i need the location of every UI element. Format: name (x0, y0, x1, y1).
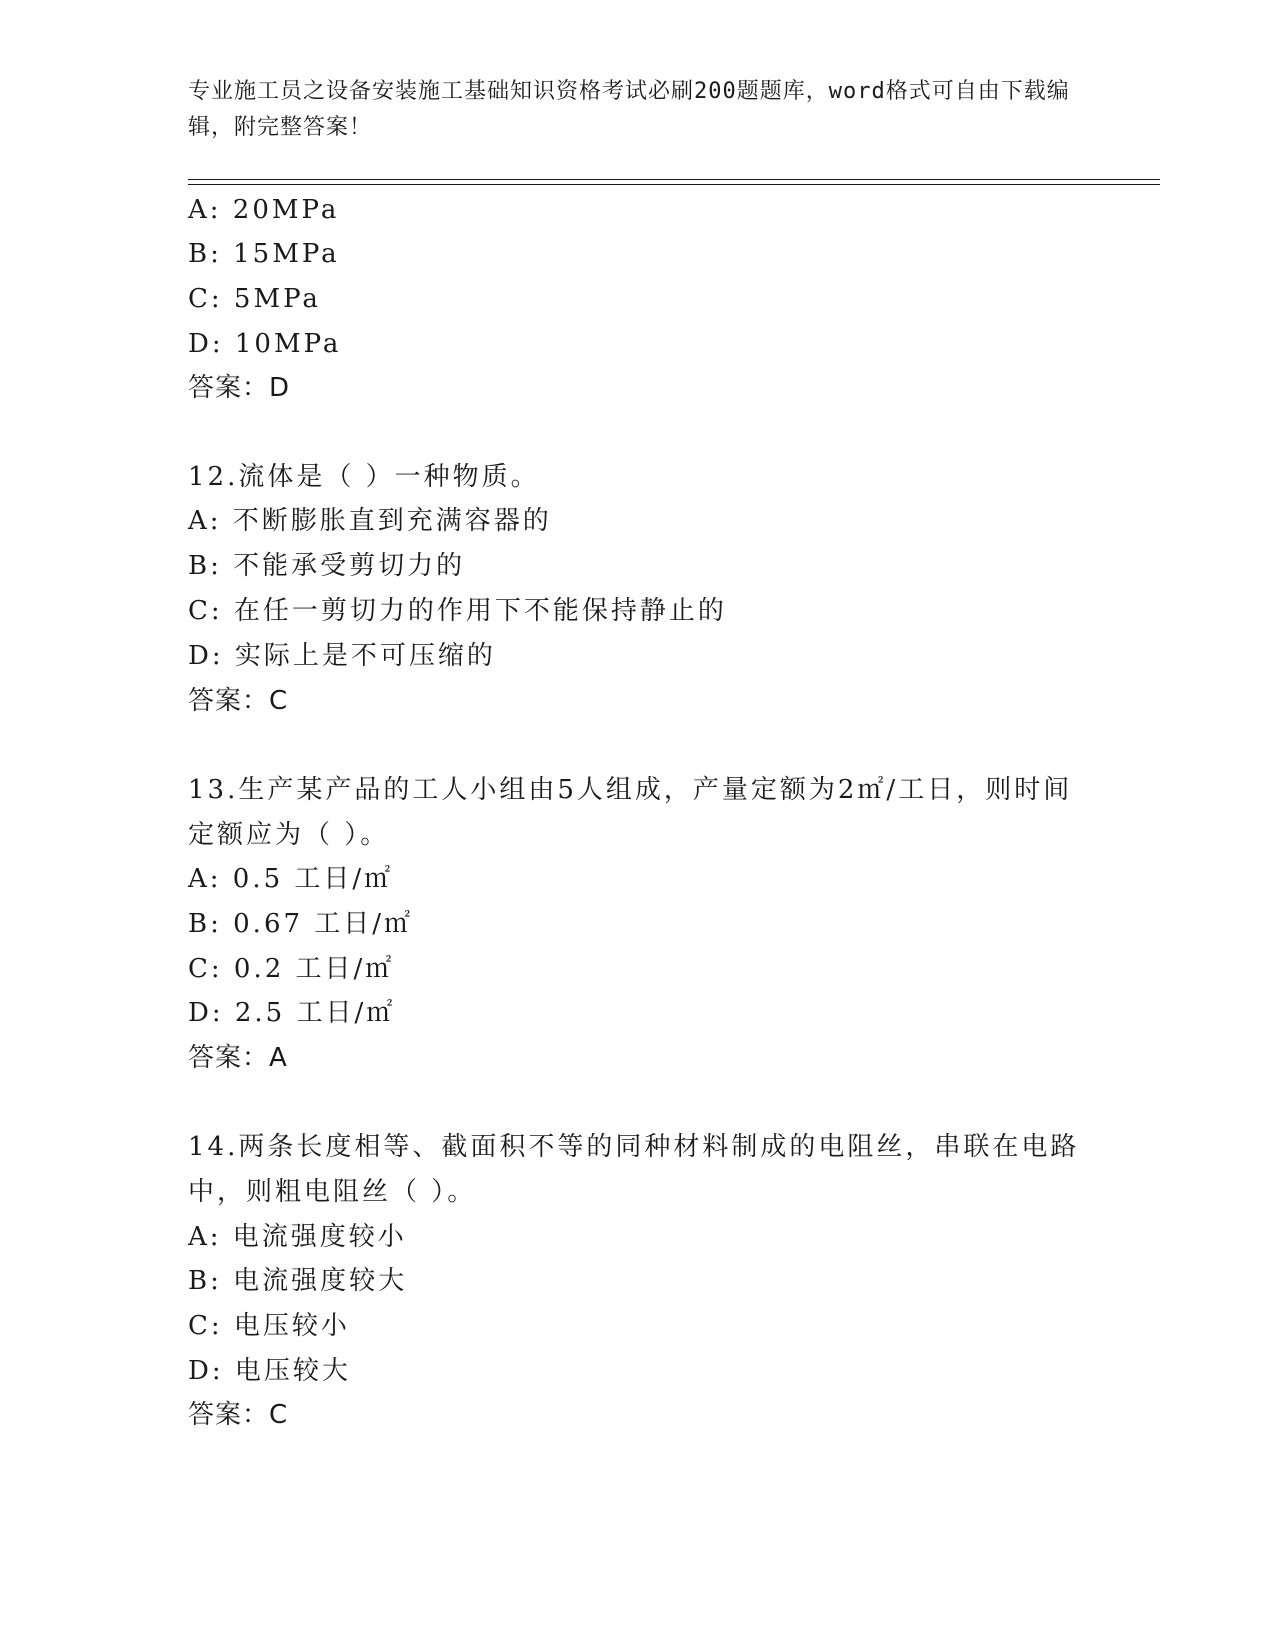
document-header: 专业施工员之设备安装施工基础知识资格考试必刷200题题库，word格式可自由下载编辑，附完整答案！ (188, 79, 1070, 140)
q13-option-a: A: 0.5 工日/㎡ (188, 864, 394, 894)
q12-option-a: A: 不断膨胀直到充满容器的 (188, 506, 552, 536)
q14-option-d: D: 电压较大 (188, 1356, 351, 1386)
q14-option-b: B: 电流强度较大 (188, 1266, 408, 1296)
q11-option-c: C: 5MPa (188, 284, 321, 314)
q11-option-b: B: 15MPa (188, 239, 340, 269)
q14-stem-line2: 中，则粗电阻丝（ ）。 (188, 1177, 477, 1207)
q12-option-c: C: 在任一剪切力的作用下不能保持静止的 (188, 596, 727, 626)
q13-stem-line1: 13.生产某产品的工人小组由5人组成，产量定额为2㎡/工日，则时间 (188, 775, 1073, 805)
q13-option-c: C: 0.2 工日/㎡ (188, 954, 395, 984)
q14-option-a: A: 电流强度较小 (188, 1222, 407, 1252)
q13-stem-line2: 定额应为（ ）。 (188, 820, 390, 850)
header-divider-top (188, 179, 1160, 180)
q11-answer: 答案：D (188, 373, 291, 403)
q13-answer: 答案：A (188, 1043, 288, 1073)
header-divider-bottom (188, 184, 1160, 185)
q11-option-d: D: 10MPa (188, 329, 342, 359)
q11-option-a: A: 20MPa (188, 195, 340, 225)
q14-option-c: C: 电压较小 (188, 1311, 350, 1341)
q14-stem-line1: 14.两条长度相等、截面积不等的同种材料制成的电阻丝，串联在电路 (188, 1132, 1080, 1162)
q13-option-b: B: 0.67 工日/㎡ (188, 909, 414, 939)
q12-answer: 答案：C (188, 686, 289, 716)
q14-answer: 答案：C (188, 1400, 289, 1430)
q13-option-d: D: 2.5 工日/㎡ (188, 998, 396, 1028)
q12-option-b: B: 不能承受剪切力的 (188, 551, 466, 581)
q12-stem: 12.流体是（ ）一种物质。 (188, 462, 540, 492)
q12-option-d: D: 实际上是不可压缩的 (188, 641, 496, 671)
